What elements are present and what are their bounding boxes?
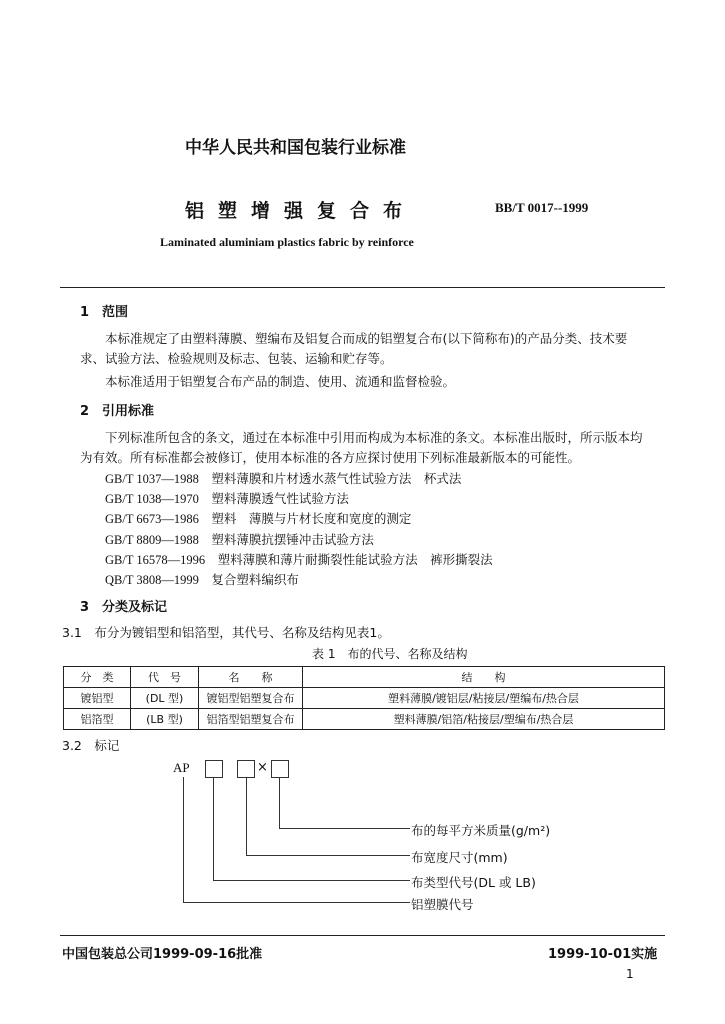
doc-title: 铝塑增强复合布 xyxy=(185,200,417,222)
paragraph: 为有效。所有标准都会被修订，使用本标准的各方应探讨使用下列标准最新版本的可能性。 xyxy=(80,450,581,465)
effective-date: 1999-10-01实施 xyxy=(548,947,658,962)
cell: (DL 型) xyxy=(131,688,199,709)
doc-number: BB/T 0017--1999 xyxy=(495,200,589,215)
reference-item: QB/T 3808—1999 复合塑料编织布 xyxy=(105,572,299,587)
marking-label: 布类型代号(DL 或 LB) xyxy=(411,875,536,890)
cell: 塑料薄膜/铝箔/粘接层/塑编布/热合层 xyxy=(303,709,665,730)
section-2-heading: 2 引用标准 xyxy=(80,404,155,419)
reference-item: GB/T 6673—1986 塑料 薄膜与片材长度和宽度的测定 xyxy=(105,511,412,526)
paragraph: 本标准规定了由塑料薄膜、塑编布及铝复合而成的铝塑复合布(以下简称布)的产品分类、技术要 xyxy=(105,331,628,346)
cell: 塑料薄膜/镀铝层/粘接层/塑编布/热合层 xyxy=(303,688,665,709)
cell: 镀铝型铝塑复合布 xyxy=(199,688,303,709)
cell: (LB 型) xyxy=(131,709,199,730)
paragraph: 下列标准所包含的条文，通过在本标准中引用而构成为本标准的条文。本标准出版时，所示版本均 xyxy=(105,430,643,445)
header-cell: 结 构 xyxy=(303,667,665,688)
footer-rule xyxy=(60,935,665,936)
clause-3-2: 3.2 标记 xyxy=(62,738,120,753)
header-cell: 分 类 xyxy=(64,667,131,688)
marking-box-width xyxy=(237,760,255,778)
classification-table xyxy=(63,666,665,730)
table-header-row xyxy=(64,667,665,688)
header-rule xyxy=(60,287,665,288)
header-cell: 代 号 xyxy=(131,667,199,688)
reference-item: GB/T 1038—1970 塑料薄膜透气性试验方法 xyxy=(105,491,349,506)
clause-3-1: 3.1 布分为镀铝型和铝箔型，其代号、名称及结构见表1。 xyxy=(62,625,390,640)
table-caption: 表 1 布的代号、名称及结构 xyxy=(312,647,468,661)
cell: 铝箔型铝塑复合布 xyxy=(199,709,303,730)
reference-item: GB/T 8809—1988 塑料薄膜抗摆锤冲击试验方法 xyxy=(105,532,374,547)
approval-date: 中国包装总公司1999-09-16批准 xyxy=(62,947,263,962)
marking-box-mass xyxy=(271,760,289,778)
page-number: 1 xyxy=(626,967,634,981)
marking-label: 布的每平方米质量(g/m²) xyxy=(411,823,551,838)
org-title: 中华人民共和国包装行业标准 xyxy=(185,138,406,158)
header-cell: 名 称 xyxy=(199,667,303,688)
reference-item: GB/T 1037—1988 塑料薄膜和片材透水蒸气性试验方法 杯式法 xyxy=(105,471,462,486)
paragraph: 求、试验方法、检验规则及标志、包装、运输和贮存等。 xyxy=(80,351,393,366)
times-sign: × xyxy=(257,760,268,775)
english-title: Laminated aluminiam plastics fabric by reinforce xyxy=(160,235,414,249)
table-row xyxy=(64,688,665,709)
reference-item: GB/T 16578—1996 塑料薄膜和薄片耐撕裂性能试验方法 裤形撕裂法 xyxy=(105,552,493,567)
marking-label: 铝塑膜代号 xyxy=(411,897,474,912)
marking-label: 布宽度尺寸(mm) xyxy=(411,850,508,865)
section-1-heading: 1 范围 xyxy=(80,305,129,320)
cell: 铝箔型 xyxy=(64,709,131,730)
marking-box-type xyxy=(205,760,223,778)
marking-prefix: AP xyxy=(173,760,190,775)
paragraph: 本标准适用于铝塑复合布产品的制造、使用、流通和监督检验。 xyxy=(105,374,456,389)
cell: 镀铝型 xyxy=(64,688,131,709)
section-3-heading: 3 分类及标记 xyxy=(80,600,168,615)
table-row xyxy=(64,709,665,730)
